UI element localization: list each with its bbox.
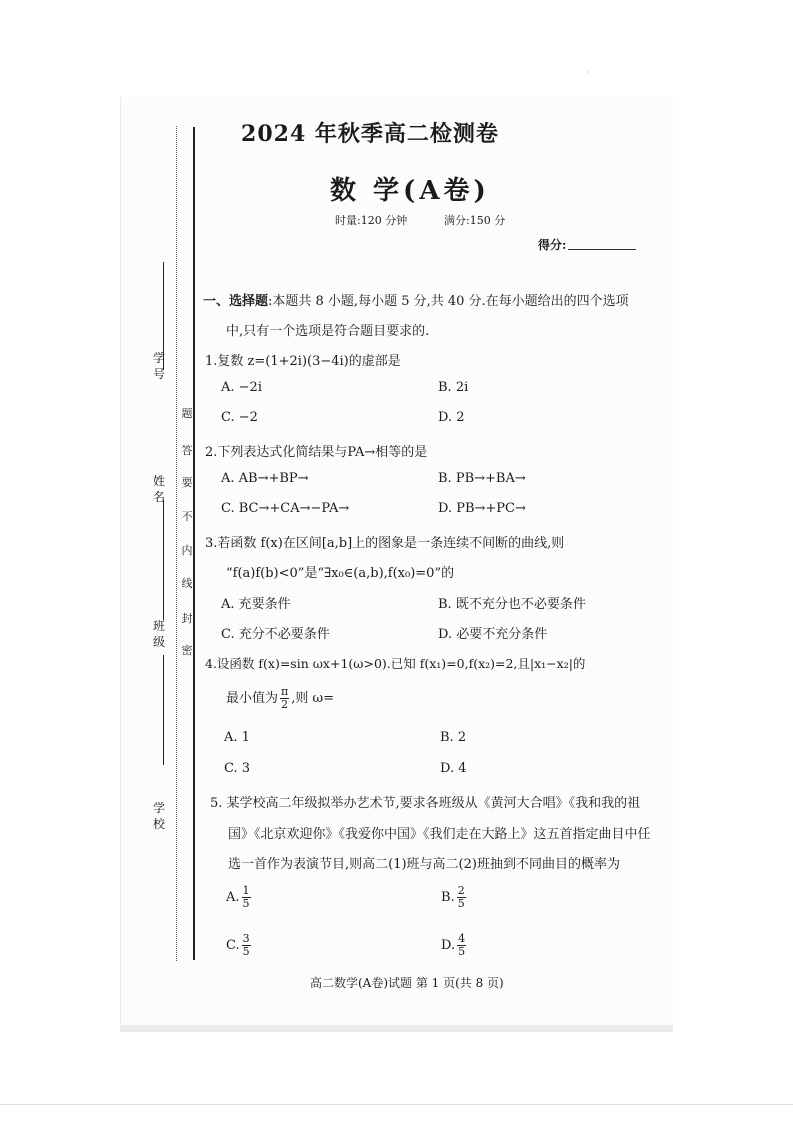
- q2-stem: 2.下列表达式化简结果与PA→相等的是: [205, 445, 428, 460]
- fraction-numerator: 2: [457, 884, 465, 897]
- q2-option-a[interactable]: A. AB→+BP→: [221, 471, 309, 486]
- option-label: D.: [441, 938, 456, 953]
- fraction-numerator: 4: [458, 932, 466, 945]
- q1-option-a[interactable]: A. −2i: [221, 380, 262, 395]
- full-score: 满分:150 分: [444, 214, 506, 227]
- subject-title: 数 学(A卷): [330, 176, 490, 206]
- q1-option-b[interactable]: B. 2i: [438, 380, 469, 395]
- xuexiao-label: 学 校: [152, 801, 165, 831]
- fraction-denominator: 2: [281, 698, 289, 711]
- q5-line1: 5. 某学校高二年级拟举办艺术节,要求各班级从《黄河大合唱》《我和我的祖: [210, 796, 641, 811]
- fraction-denominator: 5: [242, 945, 250, 958]
- xuehao-label: 学 号: [152, 351, 165, 381]
- q4-option-c[interactable]: C. 3: [224, 761, 251, 776]
- q4-line2: [226, 686, 334, 711]
- q5-option-a[interactable]: [226, 885, 253, 910]
- q3-line2: “f(a)f(b)<0”是“∃x₀∈(a,b),f(x₀)=0”的: [226, 566, 455, 581]
- section-heading-line2: 中,只有一个选项是符合题目要求的.: [226, 324, 430, 339]
- seal-char: 封: [181, 612, 193, 625]
- seal-char: 题: [181, 407, 193, 420]
- q4-line1: 4.设函数 f(x)=sin ωx+1(ω>0).已知 f(x₁)=0,f(x₂)=2,且|x₁−x₂|的: [205, 656, 586, 671]
- section-heading-bold: 一、选择题: [203, 294, 269, 309]
- banji-label: 班 级: [152, 619, 165, 649]
- time-limit: 时量:120 分钟: [335, 214, 408, 227]
- fraction-denominator: 5: [458, 945, 466, 958]
- pi-over-2-fraction: [280, 686, 289, 711]
- exam-title: 2024 年秋季高二检测卷: [241, 121, 499, 147]
- q4-line2-pre: 最小值为: [226, 691, 279, 706]
- q4-option-d[interactable]: D. 4: [440, 761, 467, 776]
- fraction: [242, 933, 251, 958]
- banji-blank: [163, 655, 164, 765]
- option-label: A.: [226, 890, 240, 905]
- q3-option-b[interactable]: B. 既不充分也不必要条件: [438, 597, 586, 612]
- q2-option-d[interactable]: D. PB→+PC→: [438, 501, 526, 516]
- q3-option-a[interactable]: A. 充要条件: [221, 597, 291, 612]
- fraction-numerator: 1: [242, 884, 250, 897]
- fraction: [242, 885, 251, 910]
- bottom-divider: [0, 1104, 793, 1105]
- seal-char: 答: [181, 444, 193, 457]
- q1-stem: 1.复数 z=(1+2i)(3−4i)的虚部是: [205, 354, 401, 369]
- xingming-label: 姓 名: [152, 474, 165, 504]
- q1-option-d[interactable]: D. 2: [438, 410, 465, 425]
- fraction: [457, 885, 466, 910]
- fraction-numerator: 3: [242, 932, 250, 945]
- binding-solid-line: [193, 127, 195, 960]
- option-label: B.: [441, 890, 455, 905]
- seal-char: 不: [181, 510, 193, 523]
- section-heading: [203, 290, 629, 309]
- section-heading-rest: :本题共 8 小题,每小题 5 分,共 40 分.在每小题给出的四个选项: [268, 294, 629, 309]
- q3-line1: 3.若函数 f(x)在区间[a,b]上的图象是一条连续不间断的曲线,则: [205, 536, 565, 551]
- score-blank[interactable]: [568, 249, 636, 250]
- q2-option-b[interactable]: B. PB→+BA→: [438, 471, 526, 486]
- seal-char: 要: [181, 476, 193, 489]
- binding-dotted-line: [176, 126, 177, 961]
- seal-char: 内: [181, 544, 193, 557]
- q5-option-b[interactable]: [441, 885, 468, 910]
- option-label: C.: [226, 938, 240, 953]
- fraction-denominator: 5: [457, 897, 465, 910]
- q2-option-c[interactable]: C. BC→+CA→−PA→: [221, 501, 350, 516]
- q4-option-a[interactable]: A. 1: [224, 730, 250, 745]
- fraction: [457, 933, 466, 958]
- q5-line3: 选一首作为表演节目,则高二(1)班与高二(2)班抽到不同曲目的概率为: [228, 857, 620, 872]
- score-label: 得分:: [538, 238, 567, 252]
- page-footer: 高二数学(A卷)试题 第 1 页(共 8 页): [310, 976, 504, 990]
- q4-option-b[interactable]: B. 2: [440, 730, 467, 745]
- q5-option-c[interactable]: [226, 933, 253, 958]
- seal-char: 线: [181, 577, 193, 590]
- fraction-numerator: π: [281, 685, 289, 698]
- q5-option-d[interactable]: [441, 933, 468, 958]
- q3-option-c[interactable]: C. 充分不必要条件: [221, 627, 330, 642]
- q5-line2: 国》《北京欢迎你》《我爱你中国》《我们走在大路上》这五首指定曲目中任: [228, 827, 651, 842]
- q3-option-d[interactable]: D. 必要不充分条件: [438, 627, 548, 642]
- xingming-blank: [163, 500, 164, 620]
- fraction-denominator: 5: [242, 897, 250, 910]
- q1-option-c[interactable]: C. −2: [221, 410, 258, 425]
- scan-speck: ·: [587, 68, 590, 77]
- q4-line2-post: ,则 ω=: [291, 691, 335, 706]
- seal-char: 密: [181, 644, 193, 657]
